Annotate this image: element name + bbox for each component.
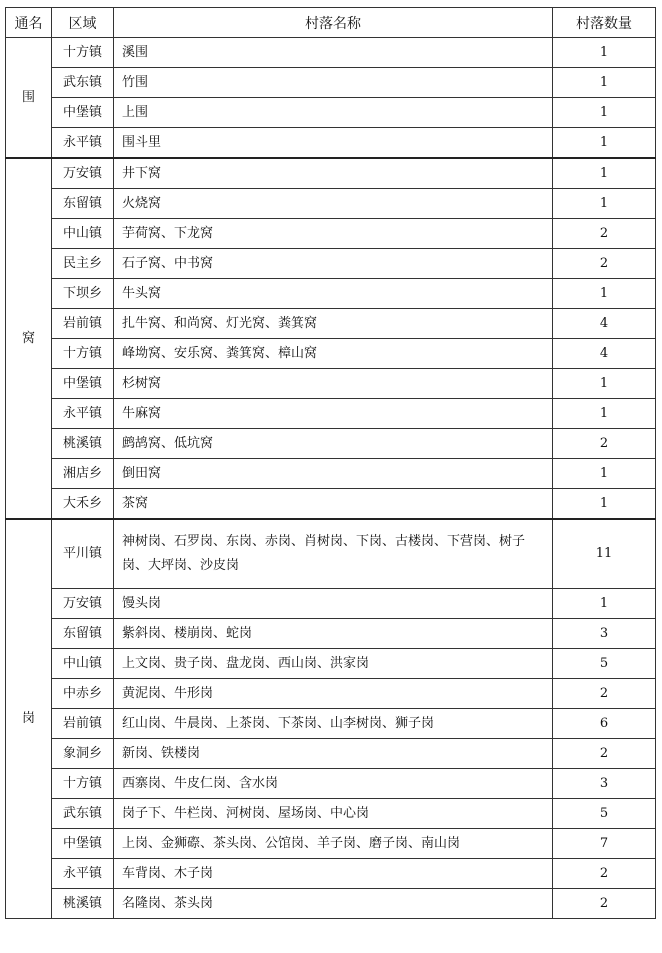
villages-cell: 扎牛窝、和尚窝、灯光窝、粪箕窝 <box>114 309 553 339</box>
villages-cell: 峰坳窝、安乐窝、粪箕窝、樟山窝 <box>114 339 553 369</box>
area-cell: 下坝乡 <box>52 279 114 309</box>
count-cell: 1 <box>553 489 656 520</box>
table-row <box>6 619 656 649</box>
table-row <box>6 739 656 769</box>
table-row <box>6 279 656 309</box>
villages-cell: 车背岗、木子岗 <box>114 859 553 889</box>
area-cell: 万安镇 <box>52 158 114 189</box>
count-cell: 5 <box>553 649 656 679</box>
table-row <box>6 799 656 829</box>
table-row <box>6 589 656 619</box>
villages-cell: 芋荷窝、下龙窝 <box>114 219 553 249</box>
area-cell: 十方镇 <box>52 769 114 799</box>
villages-cell: 溪围 <box>114 38 553 68</box>
villages-cell: 名隆岗、茶头岗 <box>114 889 553 919</box>
villages-cell: 倒田窝 <box>114 459 553 489</box>
villages-cell: 牛头窝 <box>114 279 553 309</box>
table-row <box>6 769 656 799</box>
area-cell: 中赤乡 <box>52 679 114 709</box>
area-cell: 十方镇 <box>52 339 114 369</box>
count-cell: 1 <box>553 158 656 189</box>
area-cell: 中堡镇 <box>52 98 114 128</box>
count-cell: 1 <box>553 459 656 489</box>
table-row <box>6 709 656 739</box>
count-cell: 4 <box>553 309 656 339</box>
table-row <box>6 128 656 159</box>
count-cell: 1 <box>553 38 656 68</box>
count-cell: 2 <box>553 429 656 459</box>
area-cell: 万安镇 <box>52 589 114 619</box>
header-area: 区域 <box>52 8 114 38</box>
header-count: 村落数量 <box>553 8 656 38</box>
villages-cell: 神树岗、石罗岗、东岗、赤岗、肖树岗、下岗、古楼岗、下营岗、树子岗、大坪岗、沙皮岗 <box>114 519 553 589</box>
area-cell: 桃溪镇 <box>52 429 114 459</box>
area-cell: 永平镇 <box>52 128 114 159</box>
table-row <box>6 889 656 919</box>
villages-cell: 石子窝、中书窝 <box>114 249 553 279</box>
count-cell: 1 <box>553 279 656 309</box>
count-cell: 3 <box>553 619 656 649</box>
villages-cell: 茶窝 <box>114 489 553 520</box>
area-cell: 永平镇 <box>52 399 114 429</box>
count-cell: 6 <box>553 709 656 739</box>
table-row <box>6 38 656 68</box>
table-row <box>6 679 656 709</box>
tongming-cell: 岗 <box>6 519 52 919</box>
villages-cell: 鹧鸪窝、低坑窝 <box>114 429 553 459</box>
table-row <box>6 219 656 249</box>
villages-cell: 新岗、铁楼岗 <box>114 739 553 769</box>
villages-cell: 上岗、金狮磜、茶头岗、公馆岗、羊子岗、磨子岗、南山岗 <box>114 829 553 859</box>
table-row <box>6 189 656 219</box>
area-cell: 武东镇 <box>52 799 114 829</box>
header-tongming: 通名 <box>6 8 52 38</box>
table-row <box>6 429 656 459</box>
count-cell: 1 <box>553 399 656 429</box>
villages-cell: 红山岗、牛晨岗、上茶岗、下茶岗、山李树岗、狮子岗 <box>114 709 553 739</box>
table-row <box>6 829 656 859</box>
header-row <box>6 8 656 38</box>
count-cell: 2 <box>553 739 656 769</box>
villages-cell: 馒头岗 <box>114 589 553 619</box>
area-cell: 中山镇 <box>52 649 114 679</box>
count-cell: 3 <box>553 769 656 799</box>
table-row <box>6 68 656 98</box>
count-cell: 4 <box>553 339 656 369</box>
area-cell: 东留镇 <box>52 189 114 219</box>
count-cell: 1 <box>553 589 656 619</box>
count-cell: 1 <box>553 98 656 128</box>
table-row <box>6 249 656 279</box>
table-row <box>6 459 656 489</box>
area-cell: 永平镇 <box>52 859 114 889</box>
count-cell: 1 <box>553 189 656 219</box>
area-cell: 中山镇 <box>52 219 114 249</box>
count-cell: 2 <box>553 679 656 709</box>
table-row <box>6 489 656 520</box>
table-row <box>6 649 656 679</box>
area-cell: 湘店乡 <box>52 459 114 489</box>
table-row <box>6 369 656 399</box>
area-cell: 十方镇 <box>52 38 114 68</box>
area-cell: 象洞乡 <box>52 739 114 769</box>
count-cell: 5 <box>553 799 656 829</box>
area-cell: 桃溪镇 <box>52 889 114 919</box>
villages-cell: 岗子下、牛栏岗、河树岗、屋场岗、中心岗 <box>114 799 553 829</box>
villages-cell: 杉树窝 <box>114 369 553 399</box>
count-cell: 2 <box>553 889 656 919</box>
table-row <box>6 158 656 189</box>
tongming-cell: 窝 <box>6 158 52 519</box>
count-cell: 7 <box>553 829 656 859</box>
tongming-cell: 围 <box>6 38 52 159</box>
count-cell: 1 <box>553 369 656 399</box>
villages-cell: 围斗里 <box>114 128 553 159</box>
villages-cell: 井下窝 <box>114 158 553 189</box>
area-cell: 东留镇 <box>52 619 114 649</box>
table-body <box>6 38 656 919</box>
table-row <box>6 339 656 369</box>
villages-cell: 火烧窝 <box>114 189 553 219</box>
villages-cell: 竹围 <box>114 68 553 98</box>
area-cell: 民主乡 <box>52 249 114 279</box>
area-cell: 武东镇 <box>52 68 114 98</box>
count-cell: 2 <box>553 219 656 249</box>
count-cell: 2 <box>553 859 656 889</box>
area-cell: 岩前镇 <box>52 709 114 739</box>
table-row <box>6 399 656 429</box>
area-cell: 中堡镇 <box>52 369 114 399</box>
villages-cell: 上围 <box>114 98 553 128</box>
count-cell: 1 <box>553 128 656 159</box>
area-cell: 岩前镇 <box>52 309 114 339</box>
villages-cell: 牛麻窝 <box>114 399 553 429</box>
area-cell: 大禾乡 <box>52 489 114 520</box>
header-villages: 村落名称 <box>114 8 553 38</box>
village-table <box>5 7 656 919</box>
villages-cell: 上文岗、贵子岗、盘龙岗、西山岗、洪家岗 <box>114 649 553 679</box>
villages-cell: 黄泥岗、牛形岗 <box>114 679 553 709</box>
table-row <box>6 309 656 339</box>
area-cell: 平川镇 <box>52 519 114 589</box>
count-cell: 2 <box>553 249 656 279</box>
area-cell: 中堡镇 <box>52 829 114 859</box>
villages-cell: 紫斜岗、楼崩岗、蛇岗 <box>114 619 553 649</box>
table-row <box>6 98 656 128</box>
table-row <box>6 859 656 889</box>
villages-cell: 西寨岗、牛皮仁岗、含水岗 <box>114 769 553 799</box>
table-row <box>6 519 656 589</box>
count-cell: 11 <box>553 519 656 589</box>
count-cell: 1 <box>553 68 656 98</box>
